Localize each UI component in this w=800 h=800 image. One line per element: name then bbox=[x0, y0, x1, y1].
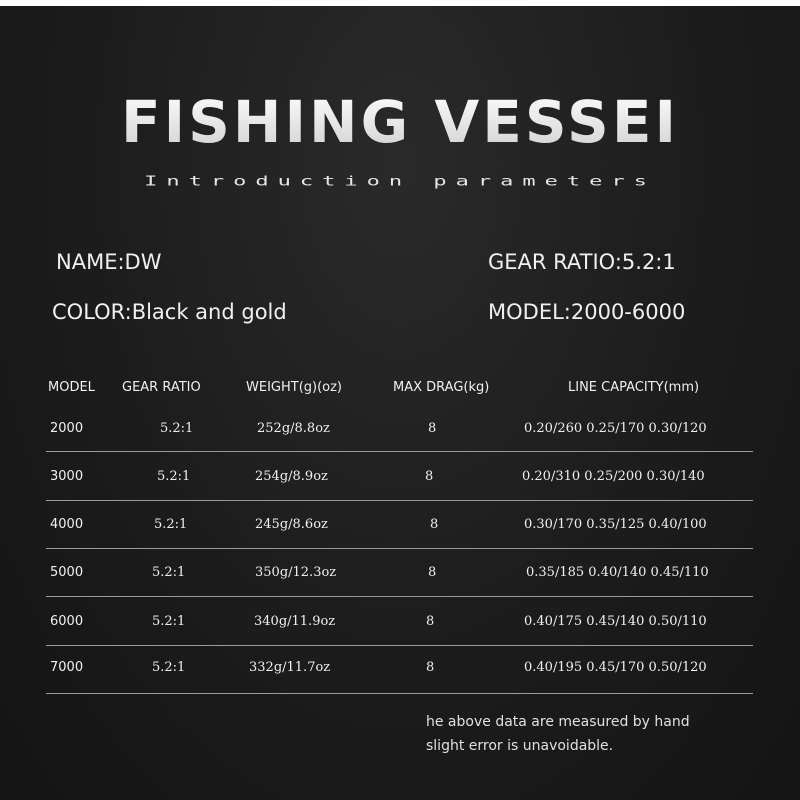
table-row bbox=[0, 455, 800, 503]
cell-model: 4000 bbox=[50, 517, 84, 532]
cell-line: 0.30/170 0.35/125 0.40/100 bbox=[524, 517, 707, 532]
cell-model: 6000 bbox=[50, 614, 84, 629]
cell-model: 5000 bbox=[50, 565, 84, 580]
cell-weight: 350g/12.3oz bbox=[255, 565, 337, 580]
cell-line: 0.40/195 0.45/170 0.50/120 bbox=[524, 660, 707, 675]
spec-gear-ratio: GEAR RATIO:5.2:1 bbox=[488, 250, 676, 274]
row-divider bbox=[46, 451, 753, 452]
cell-drag: 8 bbox=[426, 660, 435, 675]
cell-drag: 8 bbox=[426, 614, 435, 629]
cell-drag: 8 bbox=[430, 517, 439, 532]
cell-model: 3000 bbox=[50, 469, 84, 484]
spec-model: MODEL:2000-6000 bbox=[488, 300, 686, 324]
cell-gear: 5.2:1 bbox=[152, 614, 186, 629]
cell-line: 0.20/260 0.25/170 0.30/120 bbox=[524, 421, 707, 436]
table-row bbox=[0, 408, 800, 456]
page-title: FISHING VESSEI bbox=[0, 88, 800, 156]
row-divider bbox=[46, 645, 753, 646]
cell-weight: 254g/8.9oz bbox=[255, 469, 328, 484]
cell-weight: 245g/8.6oz bbox=[255, 517, 328, 532]
header-gear-ratio: GEAR RATIO bbox=[122, 380, 201, 395]
row-divider bbox=[46, 548, 753, 549]
cell-weight: 252g/8.8oz bbox=[257, 421, 330, 436]
header-model: MODEL bbox=[48, 380, 95, 395]
footnote-line-2: slight error is unavoidable. bbox=[426, 738, 614, 754]
table-row bbox=[0, 648, 800, 696]
row-divider bbox=[46, 500, 753, 501]
cell-drag: 8 bbox=[428, 421, 437, 436]
page-subtitle: Introduction parameters bbox=[144, 173, 656, 190]
table-row bbox=[0, 600, 800, 648]
cell-drag: 8 bbox=[425, 469, 434, 484]
cell-gear: 5.2:1 bbox=[160, 421, 194, 436]
product-spec-panel bbox=[0, 6, 800, 800]
spec-name: NAME:DW bbox=[56, 250, 162, 274]
header-line-capacity: LINE CAPACITY(mm) bbox=[568, 380, 700, 395]
cell-line: 0.40/175 0.45/140 0.50/110 bbox=[524, 614, 707, 629]
cell-line: 0.35/185 0.40/140 0.45/110 bbox=[526, 565, 709, 580]
table-row bbox=[0, 551, 800, 599]
header-max-drag: MAX DRAG(kg) bbox=[393, 380, 490, 395]
row-divider bbox=[46, 596, 753, 597]
spec-color: COLOR:Black and gold bbox=[52, 300, 287, 324]
cell-gear: 5.2:1 bbox=[154, 517, 188, 532]
footnote-line-1: he above data are measured by hand bbox=[426, 714, 690, 730]
table-row bbox=[0, 503, 800, 551]
cell-gear: 5.2:1 bbox=[152, 660, 186, 675]
header-weight: WEIGHT(g)(oz) bbox=[246, 380, 343, 395]
cell-drag: 8 bbox=[428, 565, 437, 580]
cell-model: 2000 bbox=[50, 421, 84, 436]
cell-gear: 5.2:1 bbox=[157, 469, 191, 484]
cell-gear: 5.2:1 bbox=[152, 565, 186, 580]
cell-weight: 340g/11.9oz bbox=[254, 614, 336, 629]
cell-line: 0.20/310 0.25/200 0.30/140 bbox=[522, 469, 705, 484]
cell-model: 7000 bbox=[50, 660, 84, 675]
row-divider bbox=[46, 693, 753, 694]
cell-weight: 332g/11.7oz bbox=[249, 660, 331, 675]
